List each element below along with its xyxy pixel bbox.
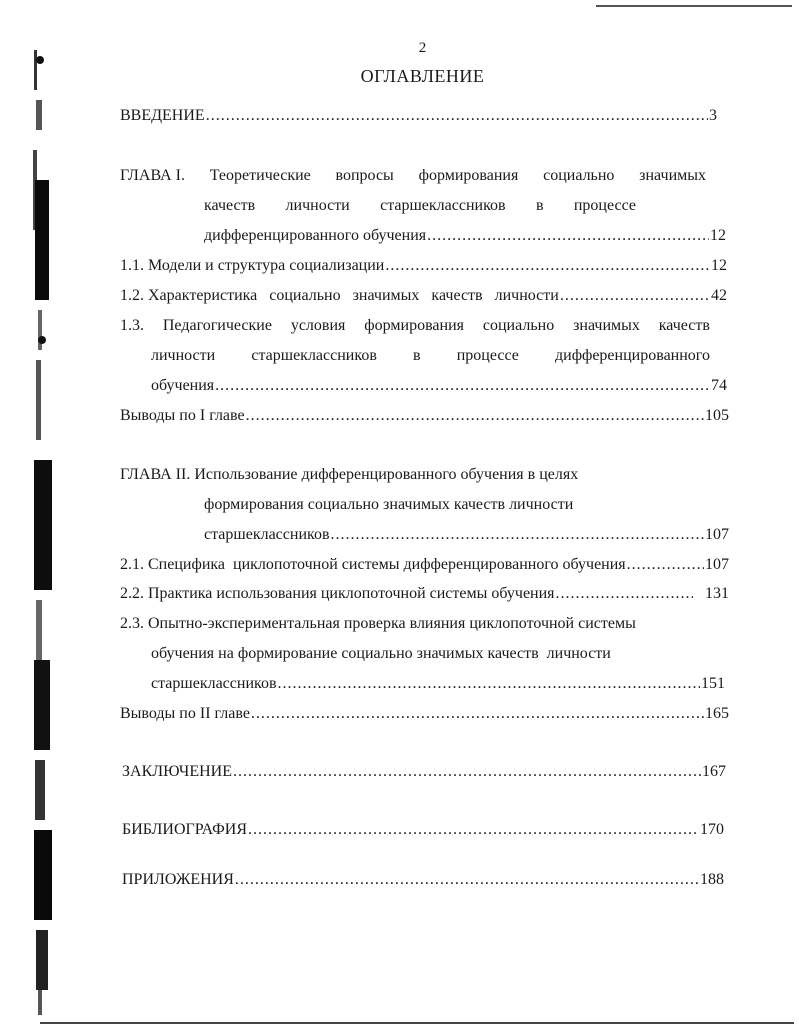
toc-word: процессе	[573, 197, 636, 214]
toc-word: социально	[543, 167, 615, 184]
toc-entry-conclusions-1[interactable]	[120, 406, 729, 426]
toc-label: ПРИЛОЖЕНИЯ	[122, 871, 234, 888]
toc-label: 2.2. Практика использования циклопоточной системы обучения	[120, 585, 555, 602]
toc-leader-dots	[427, 226, 709, 246]
toc-entry-2-3-line3[interactable]	[151, 674, 725, 694]
toc-word: 1.3.	[120, 317, 144, 334]
toc-entry-conclusions-2[interactable]	[120, 704, 729, 724]
page-title: ОГЛАВЛЕНИЕ	[360, 66, 485, 86]
toc-word: формирования	[418, 167, 519, 184]
toc-entry-1-1[interactable]	[120, 256, 727, 276]
toc-page: 74	[711, 377, 727, 394]
toc-word: значимых	[573, 317, 640, 334]
toc-entry-bibliography[interactable]	[122, 820, 724, 840]
toc-page: 188	[700, 871, 724, 888]
toc-word: социально	[482, 317, 555, 334]
scan-top-rule	[596, 5, 792, 7]
toc-page: 170	[700, 821, 724, 838]
toc-label: 2.1. Специфика циклопоточной системы дифференцированного обучения	[120, 556, 626, 573]
toc-chapter2-line1[interactable]: ГЛАВА II. Использование дифференцированного обучения в целях	[120, 466, 579, 483]
toc-entry-2-3-line2[interactable]: обучения на формирование социально значимых качеств личности	[151, 645, 611, 662]
toc-word: личности	[285, 197, 350, 214]
toc-word: Педагогические	[162, 317, 272, 334]
toc-entry-2-3-line1[interactable]: 2.3. Опытно-экспериментальная проверка влияния циклопоточной системы	[120, 615, 636, 632]
toc-entry-2-2[interactable]	[120, 584, 729, 604]
toc-entry-1-3-line3[interactable]	[151, 376, 727, 396]
toc-entry-conclusion[interactable]	[122, 762, 726, 782]
toc-label: обучения	[151, 377, 215, 394]
toc-label: Выводы по II главе	[120, 705, 250, 722]
toc-page: 12	[711, 257, 727, 274]
toc-chapter2-line2[interactable]: формирования социально значимых качеств личности	[204, 496, 574, 513]
toc-leader-dots	[215, 376, 710, 396]
toc-entry-2-1[interactable]	[120, 555, 729, 575]
toc-page: 3	[709, 107, 717, 124]
toc-leader-dots	[206, 106, 708, 126]
toc-chapter1-line3[interactable]	[204, 226, 726, 246]
toc-leader-dots	[233, 762, 701, 782]
toc-chapter1-line1[interactable]	[120, 166, 706, 186]
toc-word: старшеклассников	[380, 197, 506, 214]
toc-entry-intro[interactable]	[120, 106, 717, 126]
toc-page: 165	[705, 705, 729, 722]
toc-page: 151	[701, 675, 725, 692]
toc-word: старшеклассников	[251, 347, 377, 364]
page-number: 2	[418, 40, 427, 56]
toc-page: 167	[702, 763, 726, 780]
toc-leader-dots	[385, 256, 710, 276]
toc-word: качеств	[204, 197, 256, 214]
toc-word: условия	[290, 317, 346, 334]
toc-leader-dots	[556, 584, 693, 604]
toc-entry-1-2[interactable]	[120, 286, 727, 306]
toc-leader-dots	[331, 525, 704, 545]
toc-chapter1-line2[interactable]	[204, 196, 636, 216]
toc-label: дифференцированного обучения	[204, 227, 427, 244]
toc-chapter2-line3[interactable]	[204, 525, 729, 545]
toc-word: в	[413, 347, 421, 364]
toc-leader-dots	[278, 674, 700, 694]
toc-leader-dots	[246, 406, 704, 426]
toc-label: ВВЕДЕНИЕ	[120, 107, 205, 124]
toc-page: 107	[705, 556, 729, 573]
toc-word: ГЛАВА I.	[120, 167, 185, 184]
toc-word: формирования	[364, 317, 464, 334]
toc-word: личности	[151, 347, 216, 364]
toc-leader-dots	[560, 286, 710, 306]
toc-label: БИБЛИОГРАФИЯ	[122, 821, 248, 838]
toc-entry-appendix[interactable]	[122, 870, 724, 890]
toc-leader-dots	[235, 870, 699, 890]
toc-label: ЗАКЛЮЧЕНИЕ	[122, 763, 232, 780]
toc-label: старшеклассников	[151, 675, 277, 692]
scan-binding-edge	[30, 40, 60, 1020]
toc-word: дифференцированного	[554, 347, 710, 364]
scan-bottom-rule	[40, 1022, 794, 1024]
toc-word: качеств	[658, 317, 710, 334]
toc-leader-dots	[627, 555, 704, 575]
toc-entry-1-3-line2[interactable]	[151, 346, 710, 366]
toc-word: процессе	[456, 347, 519, 364]
toc-page: 12	[710, 227, 726, 244]
toc-entry-1-3-line1[interactable]	[120, 316, 710, 336]
toc-label: старшеклассников	[204, 526, 330, 543]
toc-word: Теоретические	[209, 167, 311, 184]
toc-page: 131	[705, 585, 729, 602]
toc-page: 42	[711, 287, 727, 304]
toc-page: 105	[705, 407, 729, 424]
toc-label: 1.2. Характеристика социально значимых качеств личности	[120, 287, 559, 304]
toc-leader-dots	[251, 704, 704, 724]
toc-label: Выводы по I главе	[120, 407, 245, 424]
toc-word: значимых	[639, 167, 706, 184]
toc-word: вопросы	[335, 167, 394, 184]
toc-label: 1.1. Модели и структура социализации	[120, 257, 385, 274]
toc-leader-dots	[248, 820, 699, 840]
toc-word: в	[535, 197, 544, 214]
toc-page: 107	[705, 526, 729, 543]
